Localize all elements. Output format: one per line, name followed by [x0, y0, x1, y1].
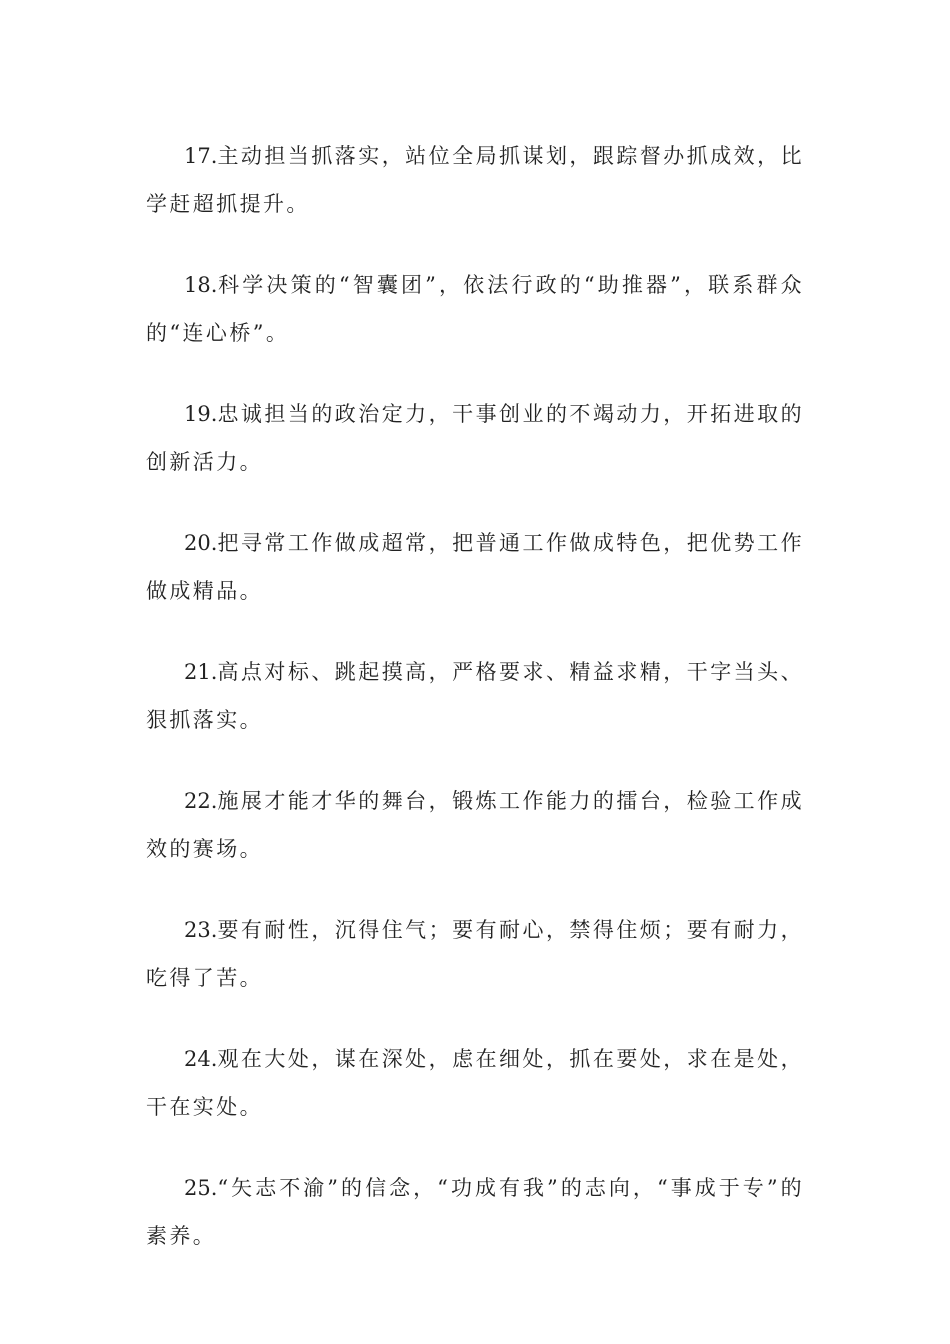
item-number: 23.	[184, 918, 218, 942]
item-text: 高点对标、跳起摸高，严格要求、精益求精，干字当头、狠抓落实。	[146, 660, 804, 732]
list-item	[146, 906, 804, 1002]
item-text: 要有耐性，沉得住气；要有耐心，禁得住烦；要有耐力，吃得了苦。	[146, 918, 804, 990]
list-item	[146, 1164, 804, 1260]
item-text: 施展才能才华的舞台，锻炼工作能力的擂台，检验工作成效的赛场。	[146, 789, 804, 861]
item-number: 21.	[184, 660, 218, 684]
list-item	[146, 132, 804, 228]
document-body	[146, 132, 804, 1293]
item-number: 19.	[184, 402, 218, 426]
list-item	[146, 519, 804, 615]
item-number: 24.	[184, 1047, 218, 1071]
list-item	[146, 777, 804, 873]
item-number: 25.	[184, 1176, 218, 1200]
item-text: 观在大处，谋在深处，虑在细处，抓在要处，求在是处，干在实处。	[146, 1047, 804, 1119]
list-item	[146, 261, 804, 357]
item-number: 18.	[184, 273, 218, 297]
item-number: 17.	[184, 144, 218, 168]
item-number: 22.	[184, 789, 218, 813]
item-text: 科学决策的“智囊团”，依法行政的“助推器”，联系群众的“连心桥”。	[146, 273, 804, 345]
item-text: 忠诚担当的政治定力，干事创业的不竭动力，开拓进取的创新活力。	[146, 402, 804, 474]
item-number: 20.	[184, 531, 218, 555]
item-text: “矢志不渝”的信念，“功成有我”的志向，“事成于专”的素养。	[146, 1176, 804, 1248]
list-item	[146, 648, 804, 744]
item-text: 把寻常工作做成超常，把普通工作做成特色，把优势工作做成精品。	[146, 531, 804, 603]
list-item	[146, 1035, 804, 1131]
list-item	[146, 390, 804, 486]
item-text: 主动担当抓落实，站位全局抓谋划，跟踪督办抓成效，比学赶超抓提升。	[146, 144, 804, 216]
